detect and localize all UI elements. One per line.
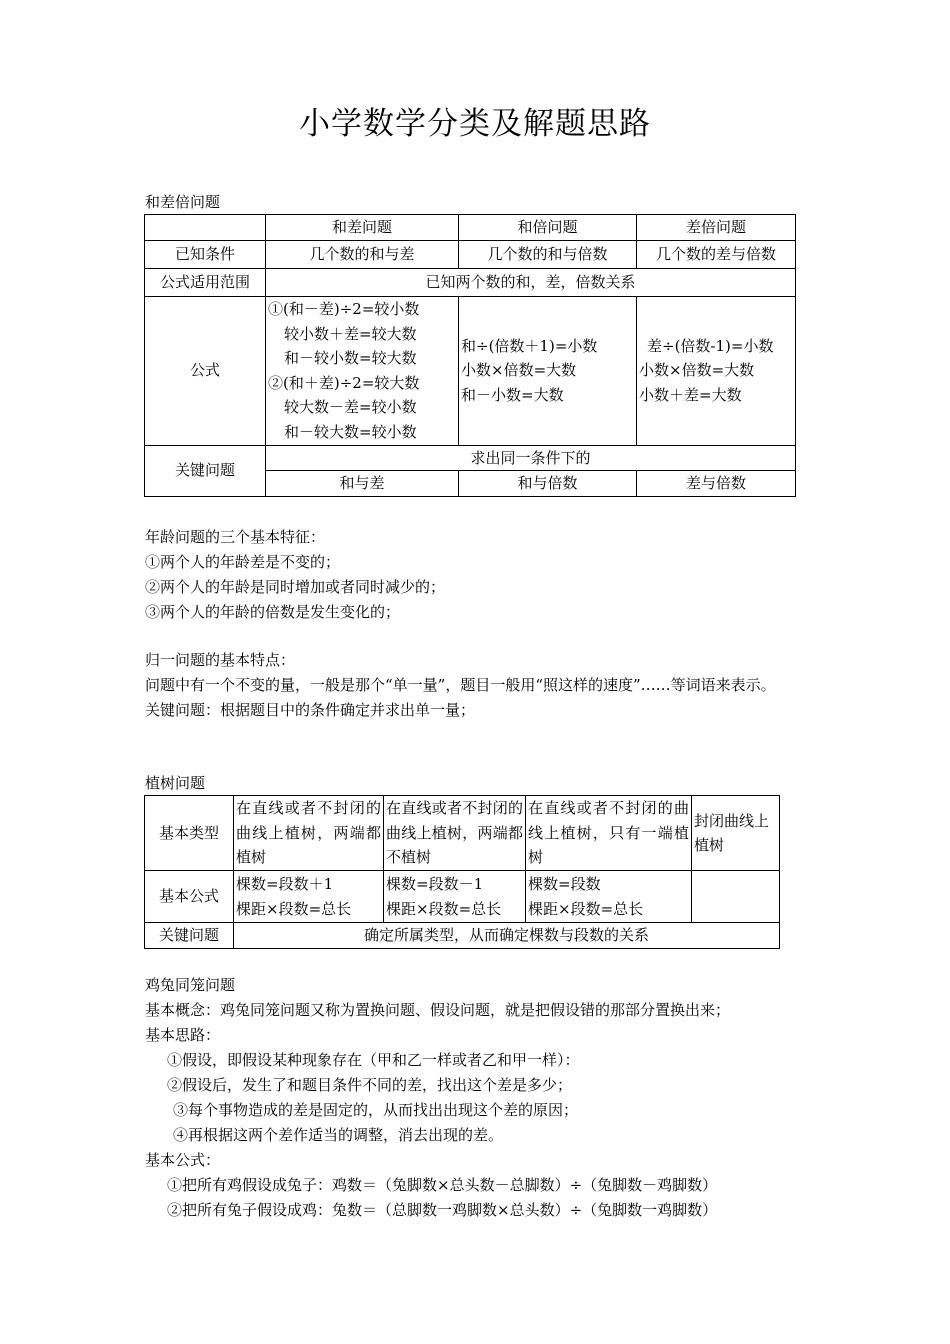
formula-line: 棵距×段数=总长 xyxy=(236,899,352,918)
table-row xyxy=(145,796,780,871)
paragraph-line: 基本概念：鸡兔同笼问题又称为置换问题、假设问题，就是把假设错的那部分置换出来； xyxy=(145,1001,731,1019)
formula-line: 棵数=段数＋1 xyxy=(236,875,334,893)
table-cell: 在直线或者不封闭的曲线上植树，只有一端植树 xyxy=(526,796,692,871)
table-cell: 差与倍数 xyxy=(637,471,796,497)
table-cell: 和与差 xyxy=(266,471,459,497)
row-label-key: 关键问题 xyxy=(145,923,234,949)
formula-cell-diff-multiple xyxy=(637,296,796,445)
formula-line: ②(和＋差)÷2=较大数 xyxy=(268,373,420,392)
formula-line: ①(和－差)÷2=较小数 xyxy=(268,300,420,318)
formula-line: 和－较小数=较大数 xyxy=(284,349,417,367)
list-item: ③每个事物造成的差是固定的，从而找出出现这个差的原因； xyxy=(173,1101,579,1119)
paragraph-line: 基本思路： xyxy=(145,1026,221,1044)
formula-line: 棵距×段数=总长 xyxy=(528,899,644,918)
row-label-type: 基本类型 xyxy=(145,796,234,871)
paragraph-line: 年龄问题的三个基本特征： xyxy=(145,528,326,546)
sum-diff-multiple-table xyxy=(144,214,796,497)
formula-line: 和－较大数=较小数 xyxy=(284,422,417,441)
table-cell: 几个数的和与倍数 xyxy=(459,240,637,268)
formula-line: 小数×倍数=大数 xyxy=(639,361,755,380)
table-row xyxy=(145,923,780,949)
paragraph-line: ③两个人的年龄的倍数是发生变化的； xyxy=(145,603,401,621)
table-header: 和差问题 xyxy=(266,215,459,241)
table-header: 和倍问题 xyxy=(459,215,637,241)
formula-line: 棵数=段数 xyxy=(528,875,601,893)
formula-line: 棵距×段数=总长 xyxy=(386,899,502,918)
table-cell xyxy=(526,871,692,923)
formula-line: 较大数－差=较小数 xyxy=(284,398,417,416)
table-row xyxy=(145,215,796,241)
table-row xyxy=(145,296,796,445)
paragraph-line: 关键问题：根据题目中的条件确定并求出单一量； xyxy=(145,701,476,719)
formula-line: 小数＋差=大数 xyxy=(639,385,742,404)
table-cell: 几个数的和与差 xyxy=(266,240,459,268)
table-row xyxy=(145,871,780,923)
row-label-known: 已知条件 xyxy=(145,240,266,268)
paragraph-line: 基本公式： xyxy=(145,1151,221,1169)
list-item: ④再根据这两个差作适当的调整，消去出现的差。 xyxy=(173,1126,504,1144)
table-row xyxy=(145,445,796,471)
section-label-tree-planting: 植树问题 xyxy=(145,774,206,792)
formula-cell-sum-multiple xyxy=(459,296,637,445)
formula-line: 差÷(倍数-1)=小数 xyxy=(647,336,774,355)
table-cell: 确定所属类型，从而确定棵数与段数的关系 xyxy=(234,923,780,949)
unit-problem-section xyxy=(145,648,810,723)
table-cell: 在直线或者不封闭的曲线上植树，两端都不植树 xyxy=(384,796,526,871)
list-item: ①假设，即假设某种现象存在（甲和乙一样或者乙和甲一样）： xyxy=(167,1051,580,1069)
age-problem-section xyxy=(145,525,810,625)
table-cell: 和与倍数 xyxy=(459,471,637,497)
table-row xyxy=(145,240,796,268)
list-item: ①把所有鸡假设成兔子：鸡数＝（兔脚数×总头数－总脚数）÷（兔脚数－鸡脚数） xyxy=(167,1176,718,1194)
table-cell xyxy=(384,871,526,923)
page-title: 小学数学分类及解题思路 xyxy=(299,106,651,142)
table-cell: 在直线或者不封闭的曲线上植树，两端都植树 xyxy=(234,796,384,871)
table-cell: 已知两个数的和，差，倍数关系 xyxy=(266,268,796,296)
table-row xyxy=(145,268,796,296)
section-label-sum-diff-multiple: 和差倍问题 xyxy=(145,193,221,211)
formula-cell-sum-diff xyxy=(266,296,459,445)
row-label-key: 关键问题 xyxy=(145,445,266,496)
table-cell: 封闭曲线上植树 xyxy=(692,796,780,871)
paragraph-line: ①两个人的年龄差是不变的； xyxy=(145,553,341,571)
chicken-rabbit-section xyxy=(145,973,810,1223)
tree-planting-table xyxy=(144,795,780,949)
table-cell-empty xyxy=(692,871,780,923)
list-item: ②把所有兔子假设成鸡：兔数＝（总脚数一鸡脚数×总头数）÷（兔脚数一鸡脚数） xyxy=(167,1201,718,1219)
row-label-scope: 公式适用范围 xyxy=(145,268,266,296)
section-heading: 鸡兔同笼问题 xyxy=(145,976,236,994)
formula-line: 小数×倍数=大数 xyxy=(461,361,577,380)
paragraph-line: ②两个人的年龄是同时增加或者同时减少的； xyxy=(145,578,446,596)
row-label-formula: 公式 xyxy=(145,296,266,445)
row-label-formula: 基本公式 xyxy=(145,871,234,923)
table-cell xyxy=(234,871,384,923)
paragraph-line: 问题中有一个不变的量，一般是那个“单一量”，题目一般用“照这样的速度”……等词语来表示。 xyxy=(145,676,776,694)
table-cell: 几个数的差与倍数 xyxy=(637,240,796,268)
formula-line: 和－小数=大数 xyxy=(461,385,564,404)
formula-line: 较小数＋差=较大数 xyxy=(284,324,417,343)
paragraph-line: 归一问题的基本特点： xyxy=(145,651,296,669)
list-item: ②假设后，发生了和题目条件不同的差，找出这个差是多少； xyxy=(167,1076,573,1094)
formula-line: 和÷(倍数＋1)=小数 xyxy=(461,336,598,355)
table-cell xyxy=(145,215,266,241)
table-cell: 求出同一条件下的 xyxy=(266,445,796,471)
table-header: 差倍问题 xyxy=(637,215,796,241)
formula-line: 棵数=段数－1 xyxy=(386,875,484,893)
